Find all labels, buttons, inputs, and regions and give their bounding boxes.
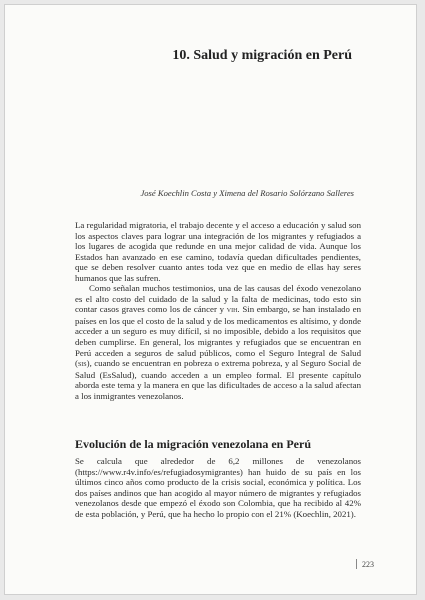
intro-paragraph-2-part-a: Como señalan muchos testimonios, una de las causas del éxodo venezolano es el alto costo del cuidado de la salud y la falta de medicinas, todo esto sin contar casos graves como los de cáncer y — [75, 283, 361, 315]
abbr-sis: sis — [77, 359, 87, 369]
book-page — [4, 4, 417, 595]
section-paragraph-1: Se calcula que alrededor de 6,2 millones de venezolanos (https://www.r4v.info/es/refugiadosymigrantes) han huido de su país en los últimos cinco años como producto de la crisis social, económica y política. Los dos países andinos que han acogido al mayor número de migrantes y refugiados venezolanos desde que empezó el éxodo son Colombia, que ha recibido al 42% de esta población, y Perú, que ha hecho lo propio con el 21% (Koechlin, 2021). — [75, 456, 361, 519]
intro-paragraph-1: La regularidad migratoria, el trabajo decente y el acceso a educación y salud son los aspectos claves para lograr una integración de los migrantes y refugiados a los lugares de acogida que redunde en una mejor calidad de vida. Aunque los Estados han avanzado en ese camino, todavía quedan dificultades pendientes, que se deben resolver cuanto antes toda vez que en medio de ellas hay seres humanos que las sufren. — [75, 220, 361, 283]
intro-text — [75, 220, 361, 401]
intro-paragraph-2 — [75, 283, 361, 401]
intro-paragraph-2-part-b: . Sin embargo, se han instalado en países en los que el costo de la salud y de los medicamentos es altísimo, y donde acceder a un seguro es muy difícil, si no imposible, debido a los requisitos que deben cumplirse. En general, los migrantes y refugiados que se encuentran en Perú acceden a seguros de salud públicos, como el Seguro Integral de Salud ( — [75, 304, 362, 369]
intro-paragraph-2-part-c: ), cuando se encuentran en pobreza o extrema pobreza, y al Seguro Social de Salud (EsSalud), cuando acceden a un empleo formal. El presente capítulo aborda este tema y la manera en que las dificultades de acceso a la salud afectan a los inmigrantes venezolanos. — [75, 358, 361, 401]
chapter-title: 10. Salud y migración en Perú — [172, 48, 352, 63]
page-number-divider — [356, 559, 357, 569]
page-number — [356, 559, 374, 569]
page-number-value: 223 — [362, 559, 374, 569]
abbr-vih: vih — [226, 305, 238, 315]
chapter-authors: José Koechlin Costa y Ximena del Rosario Solórzano Salleres — [140, 188, 354, 198]
section-text — [75, 456, 361, 519]
section-heading: Evolución de la migración venezolana en Perú — [75, 437, 311, 451]
